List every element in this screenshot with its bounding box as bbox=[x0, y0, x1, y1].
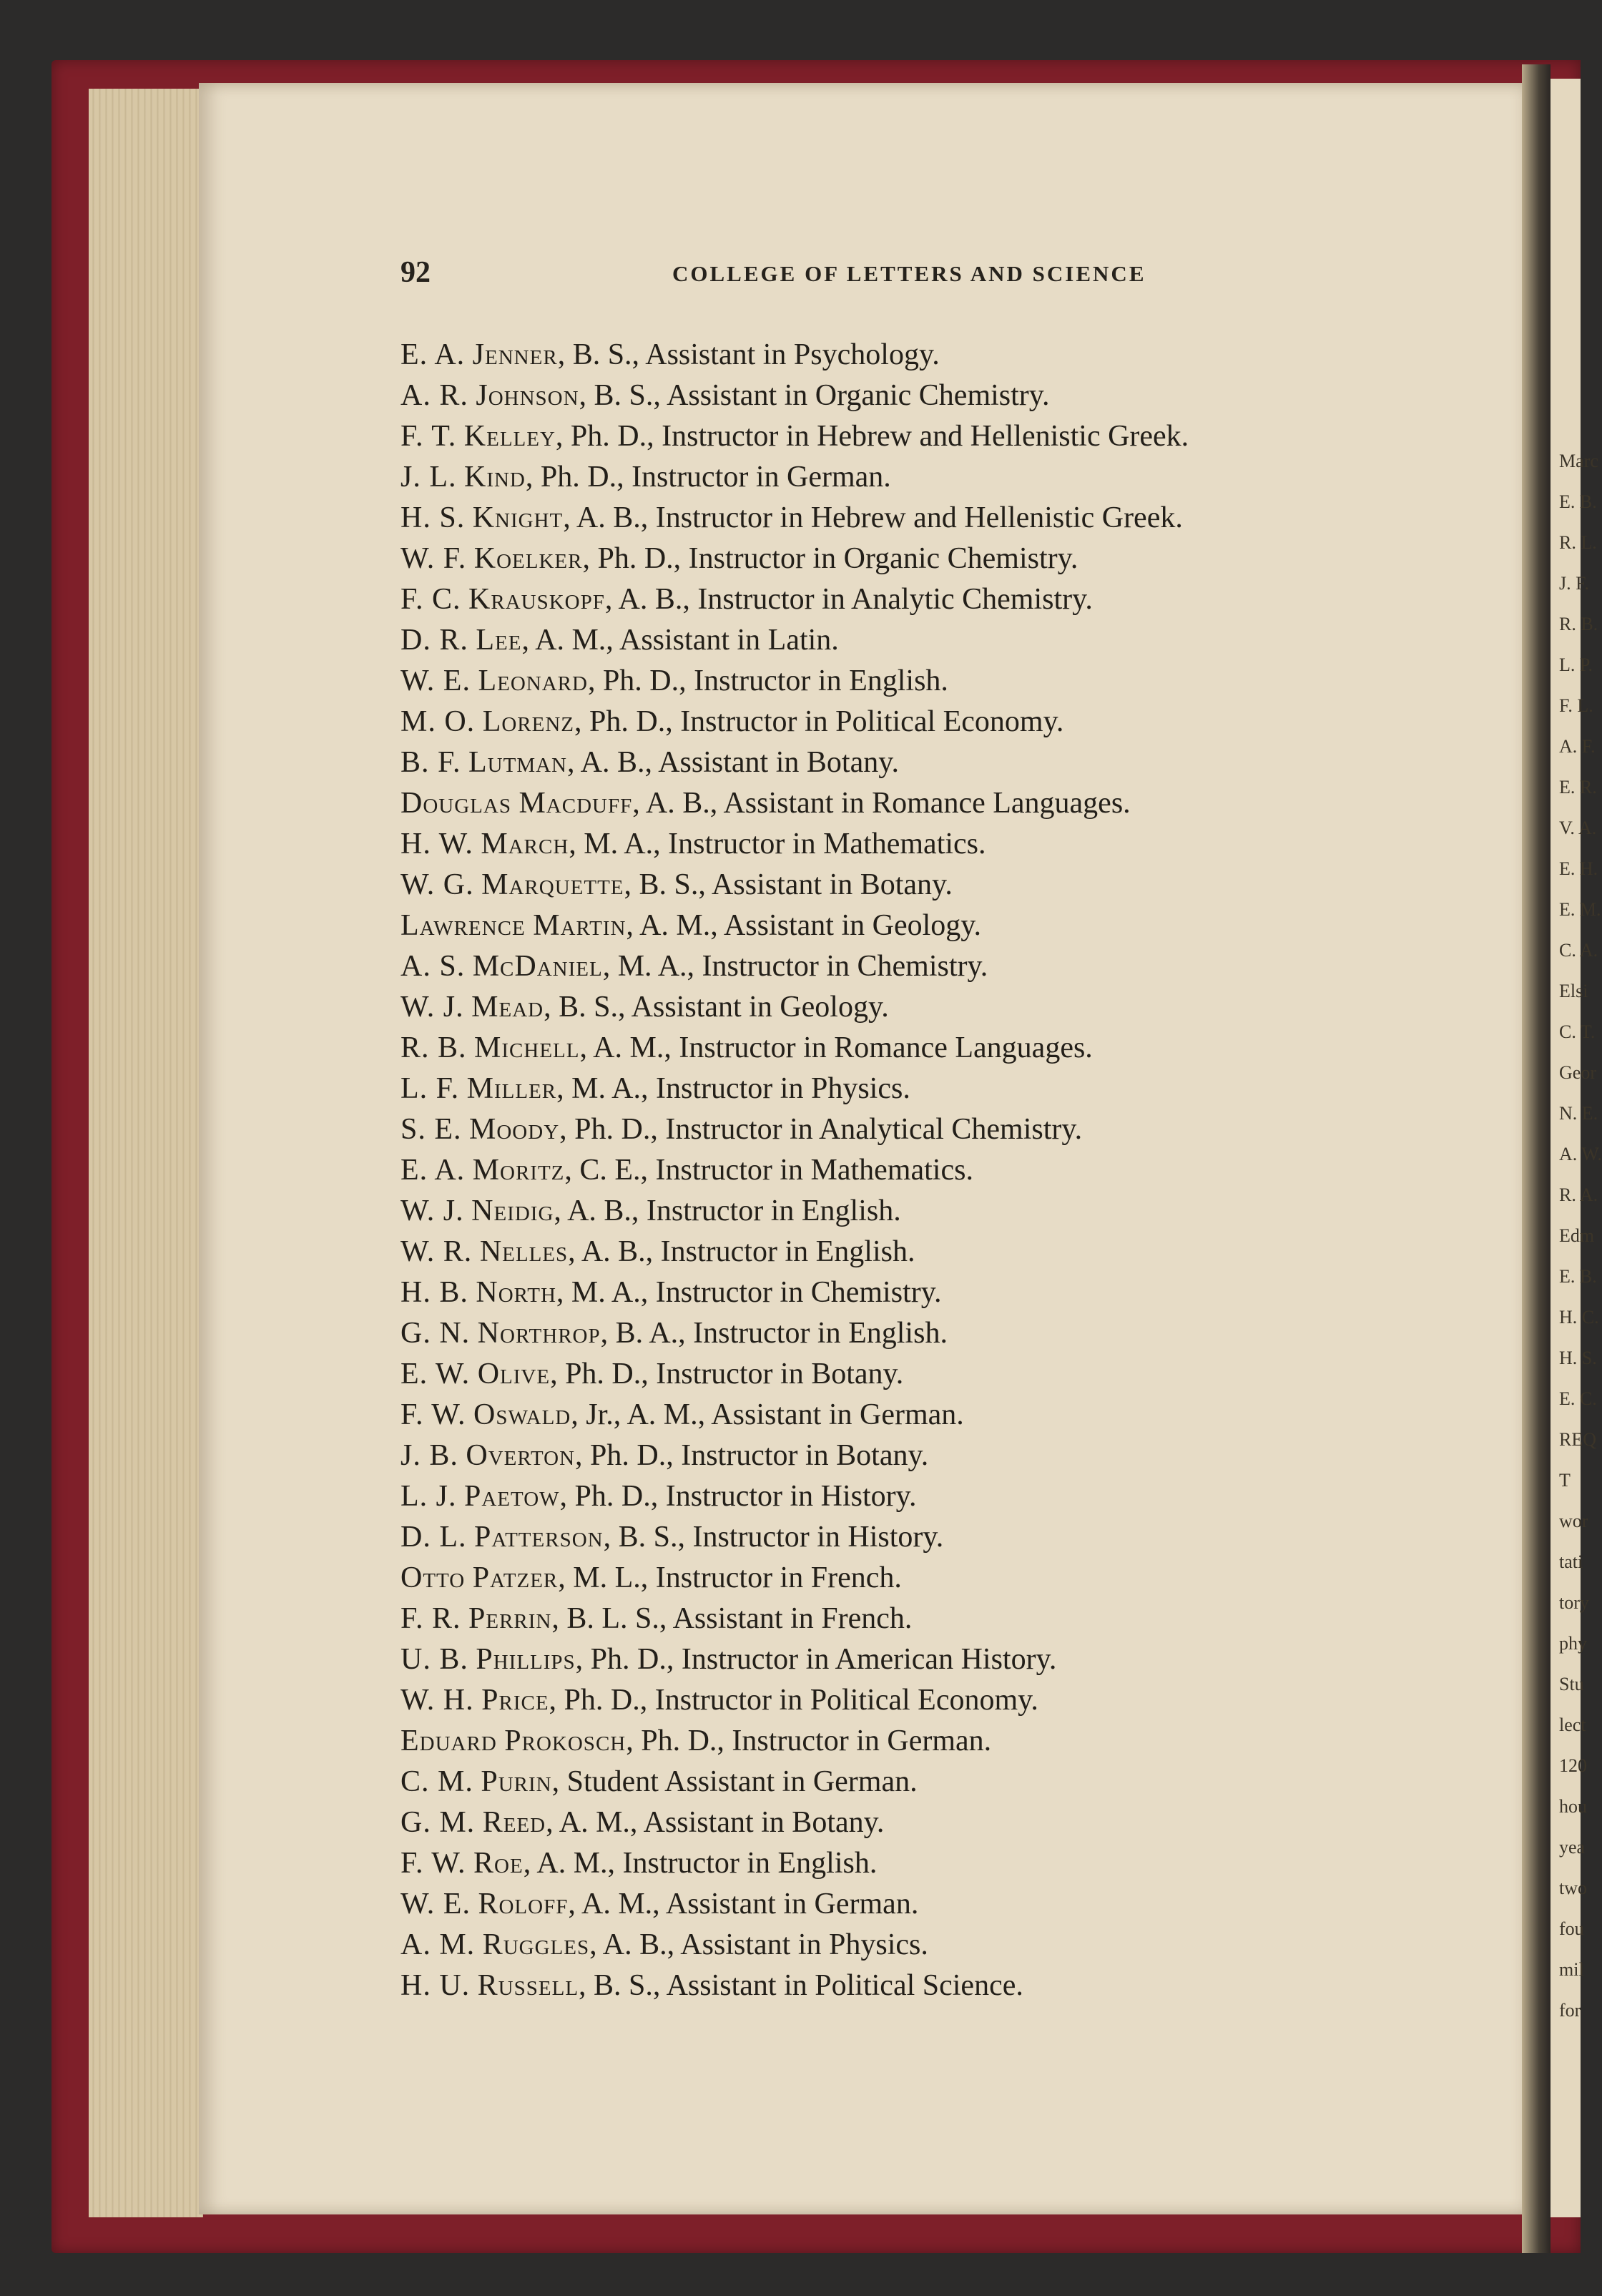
adjacent-page-fragment: tory bbox=[1559, 1592, 1589, 1613]
staff-surname: Leonard bbox=[478, 664, 588, 697]
adjacent-page-fragment: E. B. bbox=[1559, 491, 1597, 512]
adjacent-page-fragment: wor bbox=[1559, 1511, 1588, 1531]
page-edges bbox=[89, 89, 203, 2217]
staff-entry bbox=[400, 865, 1488, 906]
staff-surname: Reed bbox=[482, 1806, 546, 1839]
staff-list bbox=[400, 335, 1488, 2006]
staff-surname: Neidig bbox=[471, 1194, 554, 1227]
staff-entry bbox=[400, 1802, 1488, 1843]
adjacent-page-fragment: Geor bbox=[1559, 1062, 1596, 1083]
staff-entry bbox=[400, 1395, 1488, 1436]
adjacent-page-fragment: Stu bbox=[1559, 1674, 1584, 1694]
staff-entry bbox=[400, 661, 1488, 702]
staff-initials: H. U. bbox=[400, 1969, 471, 2002]
adjacent-page-fragment: REQ bbox=[1559, 1429, 1596, 1450]
staff-surname: Perrin bbox=[468, 1602, 552, 1635]
staff-initials: Lawrence bbox=[400, 909, 526, 942]
staff-surname: Price bbox=[481, 1684, 549, 1717]
staff-entry bbox=[400, 1354, 1488, 1395]
staff-initials: M. O. bbox=[400, 705, 476, 738]
adjacent-page-fragment: tati bbox=[1559, 1551, 1583, 1572]
adjacent-page-fragment: lect bbox=[1559, 1714, 1586, 1735]
staff-entry bbox=[400, 1476, 1488, 1517]
staff-surname: Macduff bbox=[519, 787, 633, 820]
staff-entry bbox=[400, 824, 1488, 865]
staff-entry bbox=[400, 335, 1488, 376]
staff-entry bbox=[400, 906, 1488, 946]
staff-initials: Otto bbox=[400, 1561, 466, 1594]
staff-entry bbox=[400, 783, 1488, 824]
staff-initials: J. L. bbox=[400, 461, 457, 494]
adjacent-page-fragment: C. A. bbox=[1559, 940, 1598, 961]
adjacent-page-fragment: fou bbox=[1559, 1918, 1584, 1939]
staff-title: , B. L. S., Assistant in French. bbox=[551, 1602, 913, 1635]
staff-entry bbox=[400, 1028, 1488, 1069]
staff-title: , Ph. D., Instructor in German. bbox=[626, 1725, 992, 1757]
staff-initials: G. M. bbox=[400, 1806, 476, 1839]
staff-surname: Michell bbox=[474, 1031, 580, 1064]
staff-entry bbox=[400, 1558, 1488, 1599]
adjacent-page-fragment: J. F. bbox=[1559, 573, 1589, 594]
staff-title: , A. B., Assistant in Botany. bbox=[567, 746, 899, 779]
running-head bbox=[0, 255, 1581, 291]
staff-initials: F. W. bbox=[400, 1398, 466, 1431]
section-title: COLLEGE OF LETTERS AND SCIENCE bbox=[672, 261, 1146, 286]
adjacent-page-fragment: A. F. bbox=[1559, 736, 1596, 757]
staff-title: , A. M., Assistant in German. bbox=[568, 1888, 919, 1920]
staff-initials: F. R. bbox=[400, 1602, 461, 1635]
staff-initials: W. H. bbox=[400, 1684, 474, 1717]
staff-entry bbox=[400, 1884, 1488, 1925]
staff-surname: Purin bbox=[481, 1765, 552, 1798]
staff-title: , Student Assistant in German. bbox=[551, 1765, 918, 1798]
staff-surname: McDaniel bbox=[472, 950, 603, 983]
staff-initials: W. G. bbox=[400, 868, 474, 901]
adjacent-page-fragment: H. S. bbox=[1559, 1348, 1597, 1368]
staff-entry bbox=[400, 1843, 1488, 1884]
staff-surname: Krauskopf bbox=[468, 583, 605, 616]
staff-title: , M. A., Instructor in Chemistry. bbox=[602, 950, 988, 983]
staff-surname: March bbox=[481, 828, 569, 860]
staff-entry bbox=[400, 498, 1488, 539]
adjacent-page-fragment: C. T. bbox=[1559, 1021, 1596, 1042]
adjacent-page-fragment: R. L. bbox=[1559, 532, 1597, 553]
adjacent-page-edge bbox=[1551, 79, 1602, 2217]
staff-title: , B. S., Instructor in History. bbox=[603, 1521, 944, 1554]
staff-surname: Nelles bbox=[479, 1235, 569, 1268]
adjacent-page-fragment: Elsi bbox=[1559, 981, 1588, 1001]
staff-surname: Kind bbox=[464, 461, 526, 494]
staff-initials: H. W. bbox=[400, 828, 473, 860]
staff-title: , A. B., Instructor in Hebrew and Hellenistic Greek. bbox=[563, 501, 1183, 534]
adjacent-page-fragment: R. A. bbox=[1559, 1184, 1598, 1205]
adjacent-page-fragment: E. B. bbox=[1559, 1266, 1597, 1287]
staff-surname: Overton bbox=[466, 1439, 576, 1472]
staff-title: , A. B., Instructor in Analytic Chemistry. bbox=[604, 583, 1093, 616]
staff-entry bbox=[400, 742, 1488, 783]
staff-initials: U. B. bbox=[400, 1643, 468, 1676]
staff-surname: Moritz bbox=[472, 1154, 565, 1187]
staff-surname: Patterson bbox=[474, 1521, 604, 1554]
staff-surname: Roe bbox=[473, 1847, 524, 1880]
staff-initials: E. A. bbox=[400, 1154, 466, 1187]
adjacent-page-fragment: N. E. bbox=[1559, 1103, 1598, 1124]
staff-initials: F. W. bbox=[400, 1847, 466, 1880]
staff-initials: W. J. bbox=[400, 991, 464, 1024]
staff-title: , B. S., Assistant in Botany. bbox=[624, 868, 953, 901]
staff-surname: Roloff bbox=[478, 1888, 569, 1920]
staff-entry bbox=[400, 1639, 1488, 1680]
adjacent-page-fragment: R. B. bbox=[1559, 614, 1598, 634]
staff-title: , Ph. D., Instructor in Organic Chemistry. bbox=[582, 542, 1078, 575]
staff-initials: A. R. bbox=[400, 379, 468, 412]
adjacent-page-fragment: H. C. bbox=[1559, 1307, 1599, 1328]
staff-initials: J. B. bbox=[400, 1439, 458, 1472]
staff-initials: H. B. bbox=[400, 1276, 468, 1309]
staff-title: , Ph. D., Instructor in Botany. bbox=[575, 1439, 929, 1472]
staff-title: , Ph. D., Instructor in German. bbox=[525, 461, 891, 494]
staff-surname: Moody bbox=[469, 1113, 560, 1146]
staff-title: , Ph. D., Instructor in Botany. bbox=[550, 1358, 904, 1390]
staff-entry bbox=[400, 946, 1488, 987]
staff-initials: C. M. bbox=[400, 1765, 473, 1798]
adjacent-page-fragment: E. M. bbox=[1559, 899, 1601, 920]
adjacent-page-fragment: A. W. bbox=[1559, 1144, 1602, 1164]
staff-title: , B. S., Assistant in Organic Chemistry. bbox=[579, 379, 1050, 412]
page-number: 92 bbox=[400, 256, 431, 289]
staff-title: , M. A., Instructor in Mathematics. bbox=[569, 828, 986, 860]
staff-entry bbox=[400, 1517, 1488, 1558]
staff-initials: L. F. bbox=[400, 1072, 460, 1105]
staff-surname: Oswald bbox=[473, 1398, 571, 1431]
staff-surname: Knight bbox=[472, 501, 564, 534]
staff-title: , A. B., Instructor in English. bbox=[554, 1194, 901, 1227]
staff-surname: Koelker bbox=[473, 542, 583, 575]
staff-entry bbox=[400, 1191, 1488, 1232]
staff-initials: E. A. bbox=[400, 338, 466, 371]
staff-surname: Phillips bbox=[476, 1643, 576, 1676]
staff-title: , Ph. D., Instructor in Hebrew and Hellenistic Greek. bbox=[555, 420, 1189, 453]
staff-surname: Lutman bbox=[468, 746, 567, 779]
staff-surname: Lorenz bbox=[482, 705, 574, 738]
staff-title: , Ph. D., Instructor in Political Economy. bbox=[574, 705, 1064, 738]
staff-title: , B. S., Assistant in Political Science. bbox=[579, 1969, 1023, 2002]
staff-title: , B. S., Assistant in Psychology. bbox=[557, 338, 940, 371]
staff-title: , A. M., Instructor in English. bbox=[523, 1847, 878, 1880]
staff-title: , Ph. D., Instructor in English. bbox=[587, 664, 948, 697]
staff-title: , B. A., Instructor in English. bbox=[600, 1317, 948, 1350]
adjacent-page-fragment: hou bbox=[1559, 1796, 1587, 1817]
adjacent-page-fragment: two bbox=[1559, 1878, 1587, 1898]
staff-title: , A. B., Assistant in Romance Languages. bbox=[632, 787, 1131, 820]
staff-initials: R. B. bbox=[400, 1031, 467, 1064]
staff-initials: E. W. bbox=[400, 1358, 471, 1390]
staff-entry bbox=[400, 1680, 1488, 1721]
adjacent-page-fragment: V. A. bbox=[1559, 818, 1597, 838]
staff-title: , A. B., Instructor in English. bbox=[568, 1235, 915, 1268]
staff-title: , A. M., Assistant in Botany. bbox=[546, 1806, 885, 1839]
adjacent-page-fragment: yea bbox=[1559, 1837, 1586, 1858]
adjacent-page-fragment: E. H. bbox=[1559, 858, 1598, 879]
staff-title: , Ph. D., Instructor in American History. bbox=[575, 1643, 1057, 1676]
staff-surname: Miller bbox=[466, 1072, 557, 1105]
staff-title: , Ph. D., Instructor in Political Economy. bbox=[549, 1684, 1038, 1717]
staff-surname: Kelley bbox=[463, 420, 556, 453]
staff-surname: Jenner bbox=[472, 338, 558, 371]
adjacent-page-fragment: T bbox=[1559, 1470, 1571, 1491]
adjacent-page-fragment: mil bbox=[1559, 1959, 1584, 1980]
staff-title: , Ph. D., Instructor in History. bbox=[559, 1480, 917, 1513]
staff-entry bbox=[400, 1313, 1488, 1354]
staff-title: , A. B., Assistant in Physics. bbox=[589, 1928, 928, 1961]
staff-entry bbox=[400, 1436, 1488, 1476]
adjacent-page-fragment: F. L. bbox=[1559, 695, 1593, 716]
staff-surname: Mead bbox=[471, 991, 544, 1024]
staff-initials: W. J. bbox=[400, 1194, 464, 1227]
staff-initials: F. T. bbox=[400, 420, 457, 453]
staff-surname: Prokosch bbox=[504, 1725, 626, 1757]
adjacent-page-fragment: L. P. bbox=[1559, 654, 1593, 675]
staff-initials: G. N. bbox=[400, 1317, 471, 1350]
staff-entry bbox=[400, 1109, 1488, 1150]
adjacent-page-fragment: 120 bbox=[1559, 1755, 1587, 1776]
staff-initials: W. E. bbox=[400, 664, 471, 697]
staff-title: , Ph. D., Instructor in Analytical Chemistry. bbox=[559, 1113, 1083, 1146]
staff-initials: F. C. bbox=[400, 583, 461, 616]
staff-initials: B. F. bbox=[400, 746, 461, 779]
staff-initials: W. E. bbox=[400, 1888, 471, 1920]
staff-surname: Northrop bbox=[477, 1317, 601, 1350]
staff-initials: A. S. bbox=[400, 950, 466, 983]
staff-entry bbox=[400, 1966, 1488, 2006]
staff-entry bbox=[400, 457, 1488, 498]
staff-entry bbox=[400, 579, 1488, 620]
staff-surname: Marquette bbox=[481, 868, 624, 901]
adjacent-page-fragment: Marc bbox=[1559, 451, 1598, 471]
staff-entry bbox=[400, 1150, 1488, 1191]
staff-surname: Lee bbox=[476, 624, 522, 657]
staff-entry bbox=[400, 1599, 1488, 1639]
staff-title: , A. M., Instructor in Romance Languages. bbox=[579, 1031, 1093, 1064]
staff-initials: S. E. bbox=[400, 1113, 462, 1146]
staff-entry bbox=[400, 620, 1488, 661]
staff-initials: H. S. bbox=[400, 501, 466, 534]
staff-title: , B. S., Assistant in Geology. bbox=[544, 991, 889, 1024]
staff-surname: Paetow bbox=[464, 1480, 560, 1513]
staff-surname: Patzer bbox=[472, 1561, 559, 1594]
staff-title: , M. L., Instructor in French. bbox=[558, 1561, 902, 1594]
staff-initials: D. R. bbox=[400, 624, 468, 657]
staff-initials: A. M. bbox=[400, 1928, 476, 1961]
staff-title: , M. A., Instructor in Chemistry. bbox=[556, 1276, 942, 1309]
staff-entry bbox=[400, 1069, 1488, 1109]
staff-surname: Martin bbox=[533, 909, 626, 942]
staff-entry bbox=[400, 416, 1488, 457]
staff-title: , A. M., Assistant in Latin. bbox=[521, 624, 839, 657]
staff-entry bbox=[400, 1925, 1488, 1966]
staff-surname: Ruggles bbox=[482, 1928, 590, 1961]
adjacent-page-fragment: E. R. bbox=[1559, 777, 1597, 798]
staff-entry bbox=[400, 1272, 1488, 1313]
staff-surname: Olive bbox=[477, 1358, 551, 1390]
staff-initials: D. L. bbox=[400, 1521, 467, 1554]
staff-initials: Eduard bbox=[400, 1725, 497, 1757]
staff-entry bbox=[400, 987, 1488, 1028]
staff-entry bbox=[400, 1721, 1488, 1762]
staff-initials: Douglas bbox=[400, 787, 511, 820]
staff-initials: W. F. bbox=[400, 542, 467, 575]
adjacent-page-fragment: phy bbox=[1559, 1633, 1587, 1654]
staff-surname: Johnson bbox=[476, 379, 579, 412]
adjacent-page-fragment: for bbox=[1559, 2000, 1581, 2021]
staff-entry bbox=[400, 1762, 1488, 1802]
staff-entry bbox=[400, 702, 1488, 742]
staff-title: , A. M., Assistant in Geology. bbox=[626, 909, 982, 942]
staff-surname: Russell bbox=[477, 1969, 579, 2002]
adjacent-page-fragment: Edm bbox=[1559, 1225, 1595, 1246]
staff-initials: L. J. bbox=[400, 1480, 457, 1513]
staff-entry bbox=[400, 376, 1488, 416]
staff-entry bbox=[400, 539, 1488, 579]
book-gutter bbox=[1522, 64, 1551, 2253]
staff-surname: North bbox=[476, 1276, 556, 1309]
adjacent-page-fragment: E. C. bbox=[1559, 1388, 1597, 1409]
staff-entry bbox=[400, 1232, 1488, 1272]
staff-title: , Jr., A. M., Assistant in German. bbox=[571, 1398, 964, 1431]
staff-initials: W. R. bbox=[400, 1235, 473, 1268]
staff-title: , M. A., Instructor in Physics. bbox=[556, 1072, 910, 1105]
staff-title: , C. E., Instructor in Mathematics. bbox=[564, 1154, 973, 1187]
